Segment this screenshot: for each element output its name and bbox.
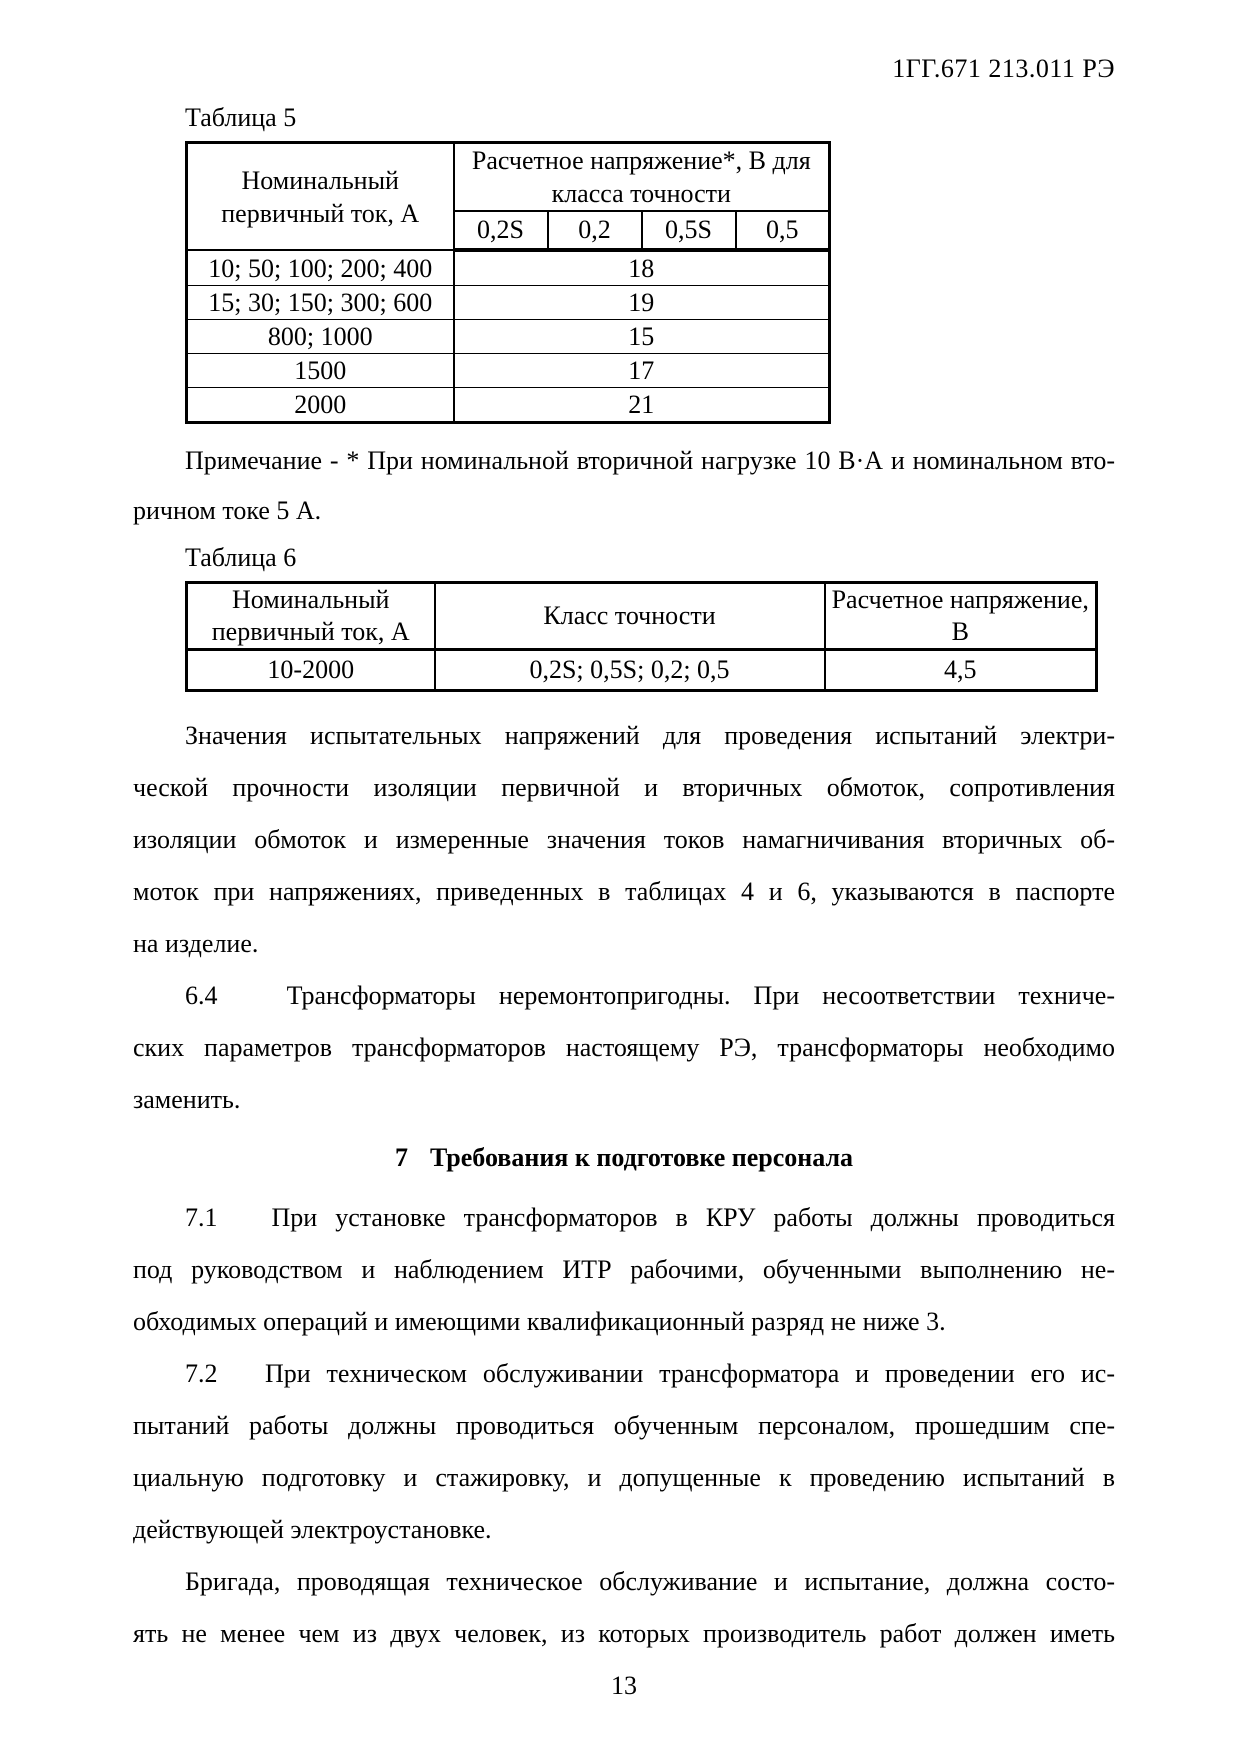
table6-row bbox=[187, 650, 1097, 691]
page-content bbox=[133, 0, 1115, 1712]
table5-row bbox=[187, 250, 830, 286]
table5-note bbox=[133, 436, 1115, 536]
text-line: ских параметров трансформаторов настоящему РЭ, трансформаторы необходимо bbox=[133, 1033, 1115, 1062]
paragraph bbox=[133, 710, 1115, 970]
table5-group-header: Расчетное напряжение*, В для класса точности bbox=[454, 143, 830, 212]
table5-class-header-cell: 0,5S bbox=[642, 211, 736, 250]
text-line: Примечание - * При номинальной вторичной нагрузке 10 В·А и номинальном вто- bbox=[185, 446, 1115, 475]
table5-voltage-cell: 18 bbox=[454, 250, 830, 286]
section-number: 7 bbox=[394, 1143, 408, 1172]
table5-class-header-cell: 0,5 bbox=[736, 211, 830, 250]
table5-voltage-cell: 15 bbox=[454, 320, 830, 354]
table6-caption: Таблица 6 bbox=[185, 543, 297, 572]
table5-current-cell: 1500 bbox=[187, 354, 454, 388]
table6-header-cell: Номинальный первичный ток, А bbox=[187, 583, 435, 650]
text-line: ять не менее чем из двух человек, из которых производитель работ должен иметь bbox=[133, 1619, 1115, 1648]
body-paragraphs bbox=[133, 1192, 1115, 1660]
table5-row bbox=[187, 320, 830, 354]
table5-row bbox=[187, 354, 830, 388]
document-code: 1ГГ.671 213.011 РЭ bbox=[892, 54, 1115, 83]
table5-current-cell: 800; 1000 bbox=[187, 320, 454, 354]
table6-header-cell: Расчетное напряжение, В bbox=[825, 583, 1097, 650]
text-line: моток при напряжениях, приведенных в таблицах 4 и 6, указываются в паспорте bbox=[133, 877, 1115, 906]
table5-caption: Таблица 5 bbox=[185, 103, 297, 132]
body-paragraphs bbox=[133, 710, 1115, 1126]
table5-voltage-cell: 21 bbox=[454, 388, 830, 423]
text-line: на изделие. bbox=[133, 929, 259, 958]
table6-header-cell: Класс точности bbox=[435, 583, 825, 650]
text-line: действующей электроустановке. bbox=[133, 1515, 492, 1544]
table6-header-row bbox=[187, 583, 1097, 650]
table5-class-header-cell: 0,2S bbox=[454, 211, 548, 250]
text-line: ческой прочности изоляции первичной и вторичных обмоток, сопротивления bbox=[133, 773, 1115, 802]
table6-cell: 10-2000 bbox=[187, 650, 435, 691]
table6-cell: 0,2S; 0,5S; 0,2; 0,5 bbox=[435, 650, 825, 691]
table6-body bbox=[187, 650, 1097, 691]
paragraph bbox=[133, 1192, 1115, 1348]
table5-voltage-cell: 17 bbox=[454, 354, 830, 388]
table5-voltage-cell: 19 bbox=[454, 286, 830, 320]
table5 bbox=[185, 141, 831, 424]
table5-row bbox=[187, 286, 830, 320]
text-line: ричном токе 5 А. bbox=[133, 496, 322, 525]
paragraph bbox=[133, 1348, 1115, 1556]
section-heading bbox=[133, 1132, 1115, 1184]
text-line: изоляции обмоток и измеренные значения токов намагничивания вторичных об- bbox=[133, 825, 1115, 854]
page-number: 13 bbox=[611, 1671, 637, 1700]
table6-cell: 4,5 bbox=[825, 650, 1097, 691]
table5-body bbox=[187, 250, 830, 423]
paragraph bbox=[133, 970, 1115, 1126]
text-line: Значения испытательных напряжений для проведения испытаний электри- bbox=[185, 721, 1115, 750]
text-line: заменить. bbox=[133, 1085, 241, 1114]
table5-col1-header: Номинальный первичный ток, А bbox=[187, 143, 454, 251]
text-line: 7.2 При техническом обслуживании трансформатора и проведении его ис- bbox=[185, 1359, 1115, 1388]
table5-current-cell: 15; 30; 150; 300; 600 bbox=[187, 286, 454, 320]
table5-class-header-cell: 0,2 bbox=[548, 211, 642, 250]
text-line: 6.4 Трансформаторы неремонтопригодны. При несоответствии техниче- bbox=[185, 981, 1115, 1010]
text-line: циальную подготовку и стажировку, и допущенные к проведению испытаний в bbox=[133, 1463, 1115, 1492]
table5-current-cell: 2000 bbox=[187, 388, 454, 423]
paragraph bbox=[133, 436, 1115, 536]
text-line: пытаний работы должны проводиться обученным персоналом, прошедшим спе- bbox=[133, 1411, 1115, 1440]
text-line: под руководством и наблюдением ИТР рабочими, обученными выполнению не- bbox=[133, 1255, 1115, 1284]
table6 bbox=[185, 581, 1098, 692]
table5-row bbox=[187, 388, 830, 423]
text-line: Бригада, проводящая техническое обслуживание и испытание, должна состо- bbox=[185, 1567, 1115, 1596]
text-line: обходимых операций и имеющими квалификационный разряд не ниже 3. bbox=[133, 1307, 946, 1336]
table5-current-cell: 10; 50; 100; 200; 400 bbox=[187, 250, 454, 286]
section-title: Требования к подготовке персонала bbox=[429, 1143, 854, 1172]
text-line: 7.1 При установке трансформаторов в КРУ работы должны проводиться bbox=[185, 1203, 1115, 1232]
paragraph bbox=[133, 1556, 1115, 1660]
